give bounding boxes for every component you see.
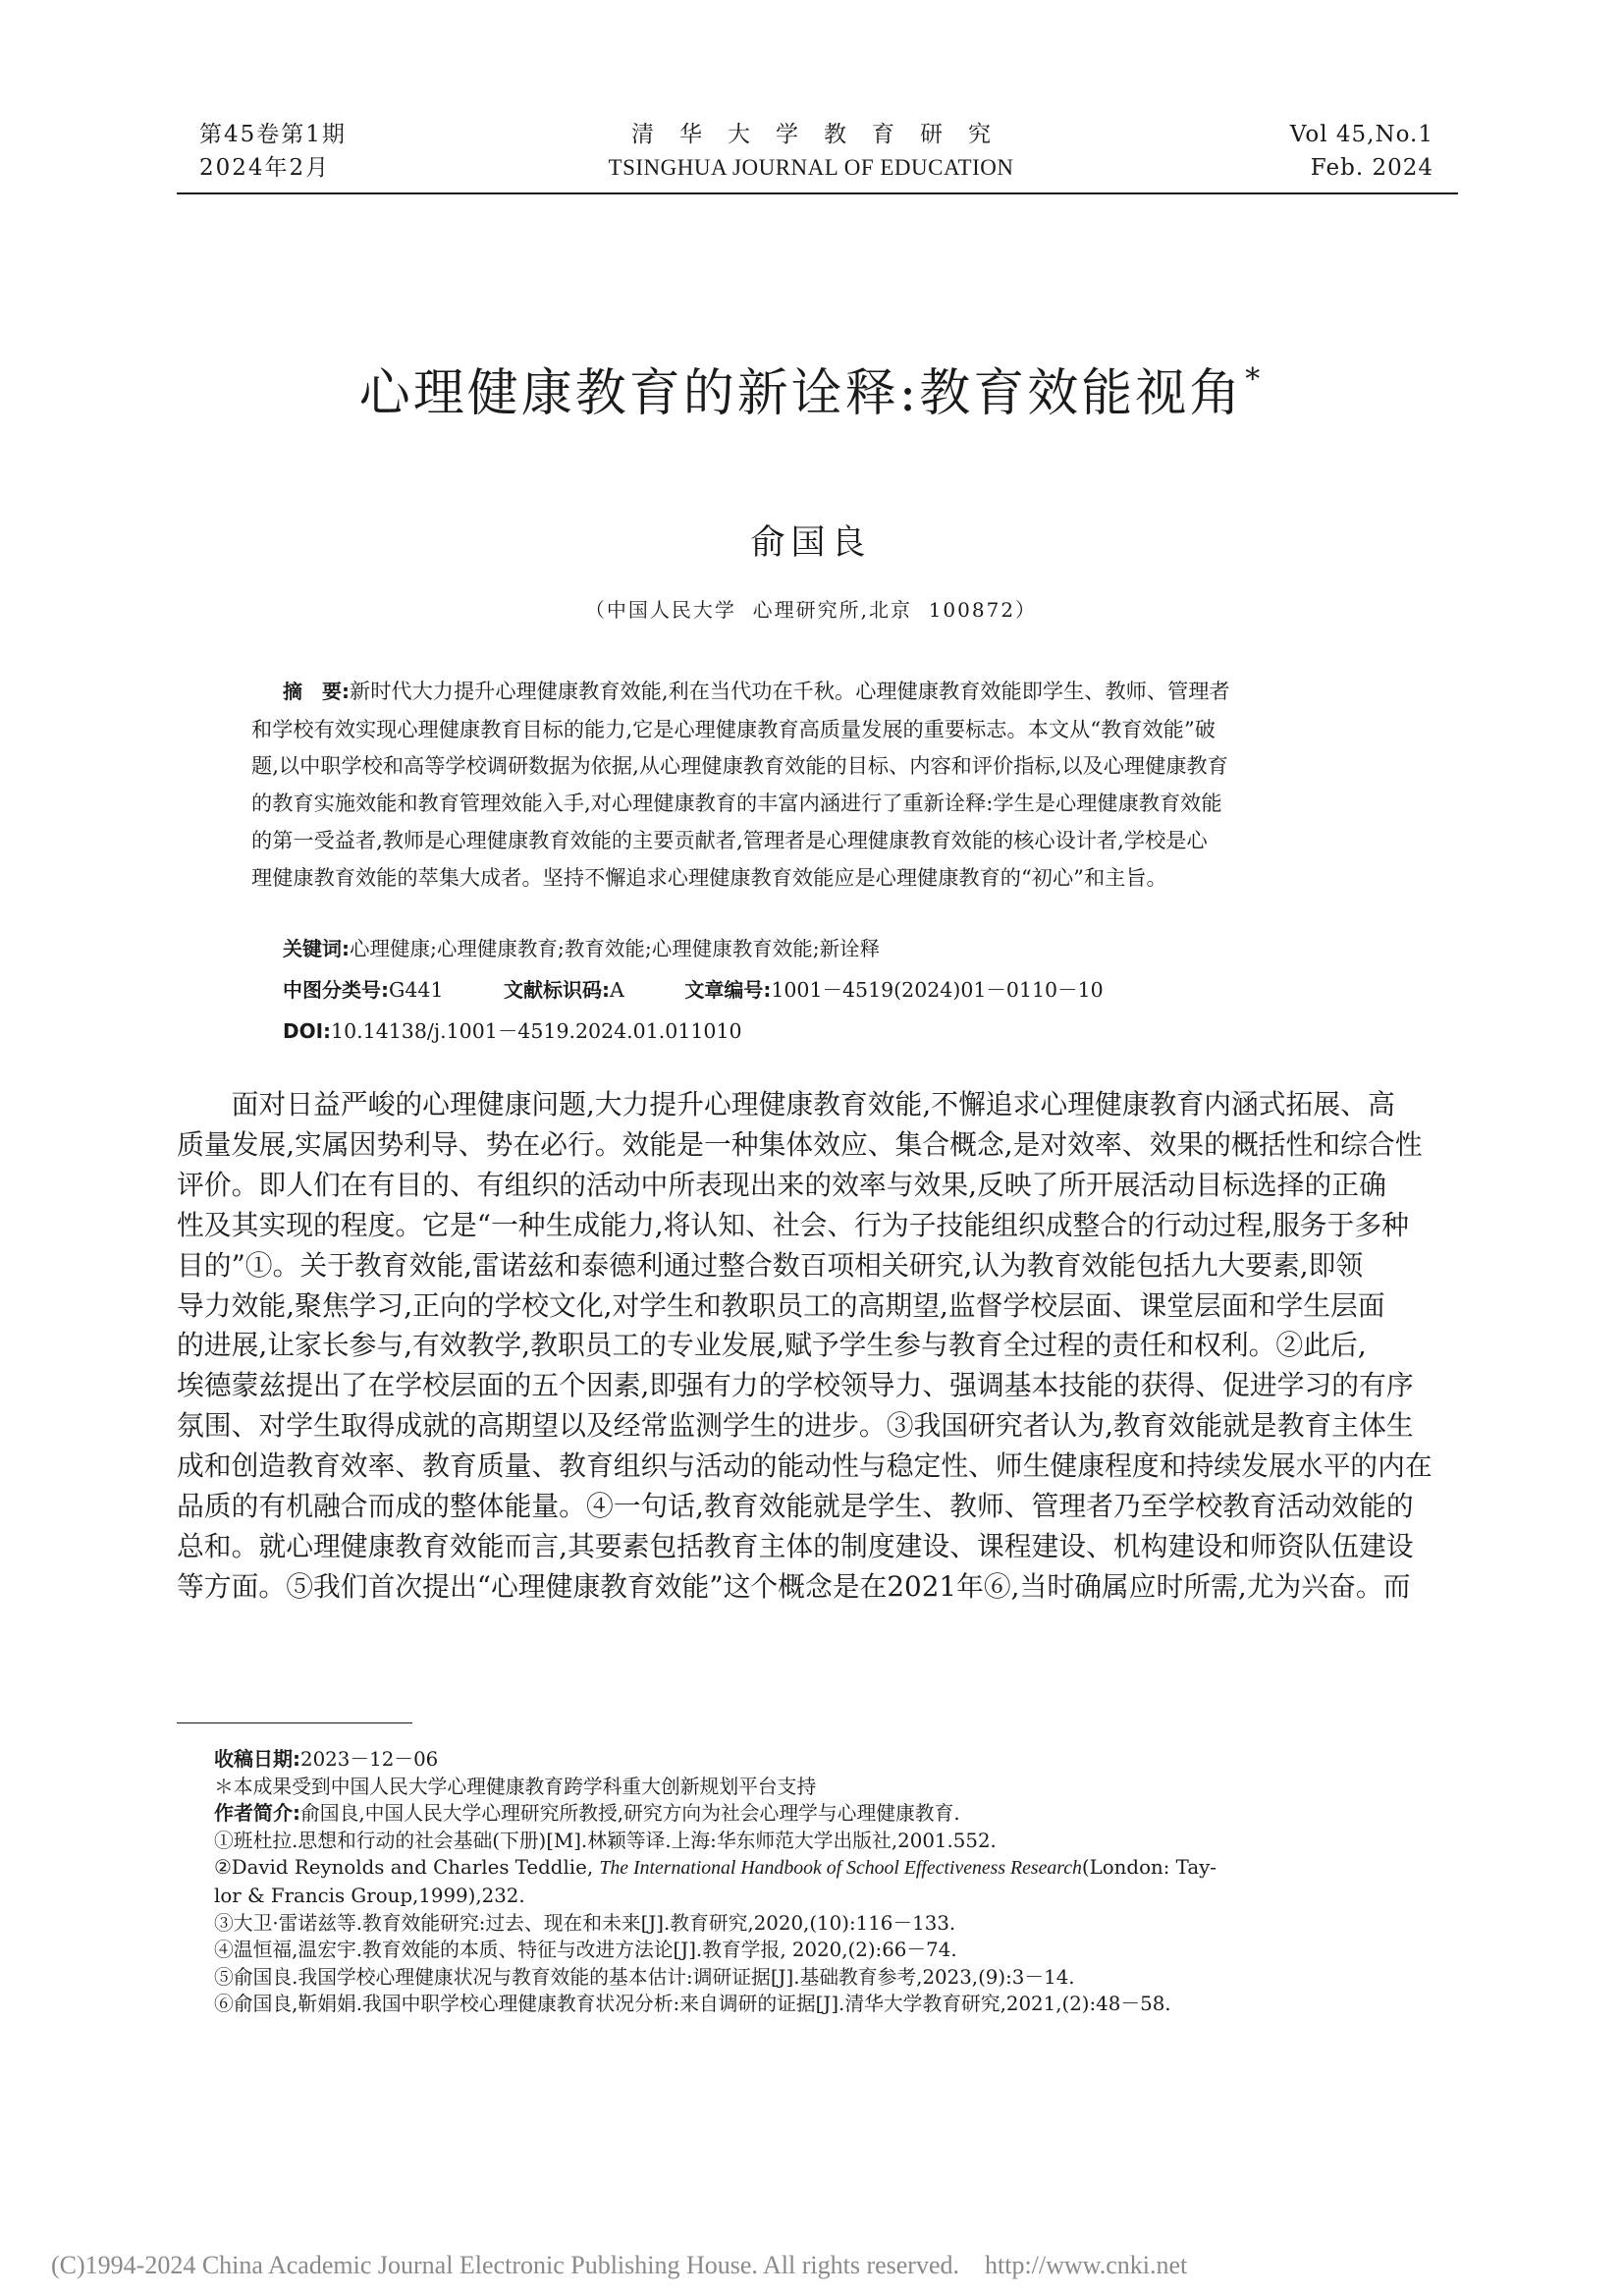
classification <box>283 969 1104 1011</box>
clc-value: G441 <box>389 978 444 1002</box>
abstract-label: 摘 要: <box>283 680 350 703</box>
author-affiliation: （中国人民大学 心理研究所,北京 100872） <box>584 598 1038 622</box>
abstract-line: 的第一受益者,教师是心理健康教育效能的主要贡献者,管理者是心理健康教育效能的核心设计者,学校是心 <box>251 827 1208 852</box>
body-line: 目的”①。关于教育效能,雷诺兹和泰德利通过整合数百项相关研究,认为教育效能包括九大要素,即领 <box>177 1248 1364 1282</box>
keywords-label: 关键词: <box>283 937 350 960</box>
doi <box>283 1011 1104 1052</box>
received-label: 收稿日期: <box>214 1747 300 1771</box>
reference-2-authors: ②David Reynolds and Charles Teddlie, <box>214 1856 600 1880</box>
reference-2-continued: lor & Francis Group,1999),232. <box>214 1884 525 1907</box>
doi-label: DOI: <box>283 1019 332 1043</box>
body-line: 总和。就心理健康教育效能而言,其要素包括教育主体的制度建设、课程建设、机构建设和师资队伍建设 <box>177 1529 1414 1562</box>
publication-date-en: Feb. 2024 <box>1310 155 1433 181</box>
clc-label: 中图分类号: <box>283 978 389 1002</box>
article-title <box>0 352 1622 425</box>
volume-issue-en: Vol 45,No.1 <box>1289 122 1433 147</box>
article-number-label: 文章编号: <box>684 978 772 1002</box>
title-footnote-mark: * <box>1245 362 1264 397</box>
journal-name-en: TSINGHUA JOURNAL OF EDUCATION <box>608 155 1014 180</box>
reference-6: ⑥俞国良,靳娟娟.我国中职学校心理健康教育状况分析:来自调研的证据[J].清华大学教育研究,2021,(2):48－58. <box>214 1993 1171 2016</box>
received-date <box>214 1746 1461 1774</box>
footnotes <box>214 1746 1461 2018</box>
body-line: 导力效能,聚焦学习,正向的学校文化,对学生和教职员工的高期望,监督学校层面、课堂层面和学生层面 <box>177 1288 1385 1322</box>
funding-note: ＊本成果受到中国人民大学心理健康教育跨学科重大创新规划平台支持 <box>214 1775 817 1798</box>
body-line: 评价。即人们在有目的、有组织的活动中所表现出来的效率与效果,反映了所开展活动目标选择的正确 <box>177 1168 1386 1201</box>
body-line: 品质的有机融合而成的整体能量。④一句话,教育效能就是学生、教师、管理者乃至学校教育活动效能的 <box>177 1490 1414 1523</box>
body-line: 埃德蒙兹提出了在学校层面的五个因素,即强有力的学校领导力、强调基本技能的获得、促进学习的有序 <box>177 1369 1414 1402</box>
header-divider <box>177 192 1458 194</box>
journal-name-cn: 清华大学教育研究 <box>631 122 1016 147</box>
body-line: 成和创造教育效率、教育质量、教育组织与活动的能动性与稳定性、师生健康程度和持续发展水平的内在 <box>177 1449 1433 1483</box>
received-value: 2023－12－06 <box>300 1748 439 1771</box>
author-bio <box>214 1800 1461 1828</box>
reference-1: ①班杜拉.思想和行动的社会基础(下册)[M].林颖等译.上海:华东师范大学出版社,2001.552. <box>214 1829 997 1852</box>
body-text <box>177 1085 1460 1608</box>
abstract-line: 理健康教育效能的萃集大成者。坚持不懈追求心理健康教育效能应是心理健康教育的“初心”和主旨。 <box>251 864 1167 890</box>
abstract-line: 新时代大力提升心理健康教育效能,利在当代功在千秋。心理健康教育效能即学生、教师、管理者 <box>350 679 1230 703</box>
reference-2-title: The International Handbook of School Effectiveness Research <box>599 1857 1082 1880</box>
author-bio-label: 作者简介: <box>214 1801 300 1826</box>
article-title-text: 心理健康教育的新诠释:教育效能视角 <box>358 364 1244 423</box>
reference-2 <box>214 1854 1461 1883</box>
reference-4: ④温恒福,温宏宇.教育效能的本质、特征与改进方法论[J].教育学报, 2020,(2):66－74. <box>214 1939 957 1962</box>
copyright-notice: (C)1994-2024 China Academic Journal Electronic Publishing House. All rights reserved. http://www.cnki.net <box>51 2251 1188 2279</box>
reference-2-pub: (London: Tay- <box>1081 1856 1216 1880</box>
body-line: 氛围、对学生取得成就的高期望以及经常监测学生的进步。③我国研究者认为,教育效能就是教育主体生 <box>177 1409 1414 1443</box>
running-header-right <box>1290 118 1433 185</box>
doi-value: 10.14138/j.1001－4519.2024.01.011010 <box>331 1019 742 1043</box>
doc-code-label: 文献标识码: <box>504 978 611 1002</box>
abstract-line: 和学校有效实现心理健康教育目标的能力,它是心理健康教育高质量发展的重要标志。本文从“教育效能”破 <box>251 716 1216 741</box>
reference-5: ⑤俞国良.我国学校心理健康状况与教育效能的基本估计:调研证据[J].基础教育参考,2023,(9):3－14. <box>214 1965 1075 1989</box>
footnote-divider <box>177 1722 412 1723</box>
doc-code-value: A <box>610 978 624 1002</box>
volume-issue: 第45卷第1期 <box>199 122 347 147</box>
abstract-line: 题,以中职学校和高等学校调研数据为依据,从心理健康教育效能的目标、内容和评价指标,以及心理健康教育 <box>251 753 1228 779</box>
publication-date: 2024年2月 <box>199 155 331 181</box>
body-line: 质量发展,实属因势利导、势在必行。效能是一种集体效应、集合概念,是对效率、效果的概括性和综合性 <box>177 1127 1423 1161</box>
keywords <box>283 928 1104 969</box>
body-line: 性及其实现的程度。它是“一种生成能力,将认知、社会、行为子技能组织成整合的行动过程,服务于多种 <box>177 1208 1409 1241</box>
body-line: 的进展,让家长参与,有效教学,教职员工的专业发展,赋予学生参与教育全过程的责任和权利。②此后, <box>177 1329 1367 1362</box>
body-line: 等方面。⑤我们首次提出“心理健康教育效能”这个概念是在2021年⑥,当时确属应时所需,尤为兴奋。而 <box>177 1569 1411 1603</box>
abstract <box>251 673 1404 896</box>
article-number-value: 1001－4519(2024)01－0110－10 <box>771 978 1104 1002</box>
body-line: 面对日益严峻的心理健康问题,大力提升心理健康教育效能,不懈追求心理健康教育内涵式拓展、高 <box>177 1088 1395 1121</box>
author-bio-value: 俞国良,中国人民大学心理研究所教授,研究方向为社会心理学与心理健康教育. <box>300 1802 960 1826</box>
keywords-value: 心理健康;心理健康教育;教育效能;心理健康教育效能;新诠释 <box>350 937 881 960</box>
article-metadata <box>283 928 1104 1052</box>
reference-3: ③大卫·雷诺兹等.教育效能研究:过去、现在和未来[J].教育研究,2020,(10):116－133. <box>214 1911 956 1935</box>
author-name: 俞国良 <box>750 523 872 563</box>
abstract-line: 的教育实施效能和教育管理效能入手,对心理健康教育的丰富内涵进行了重新诠释:学生是心理健康教育效能 <box>251 791 1222 816</box>
